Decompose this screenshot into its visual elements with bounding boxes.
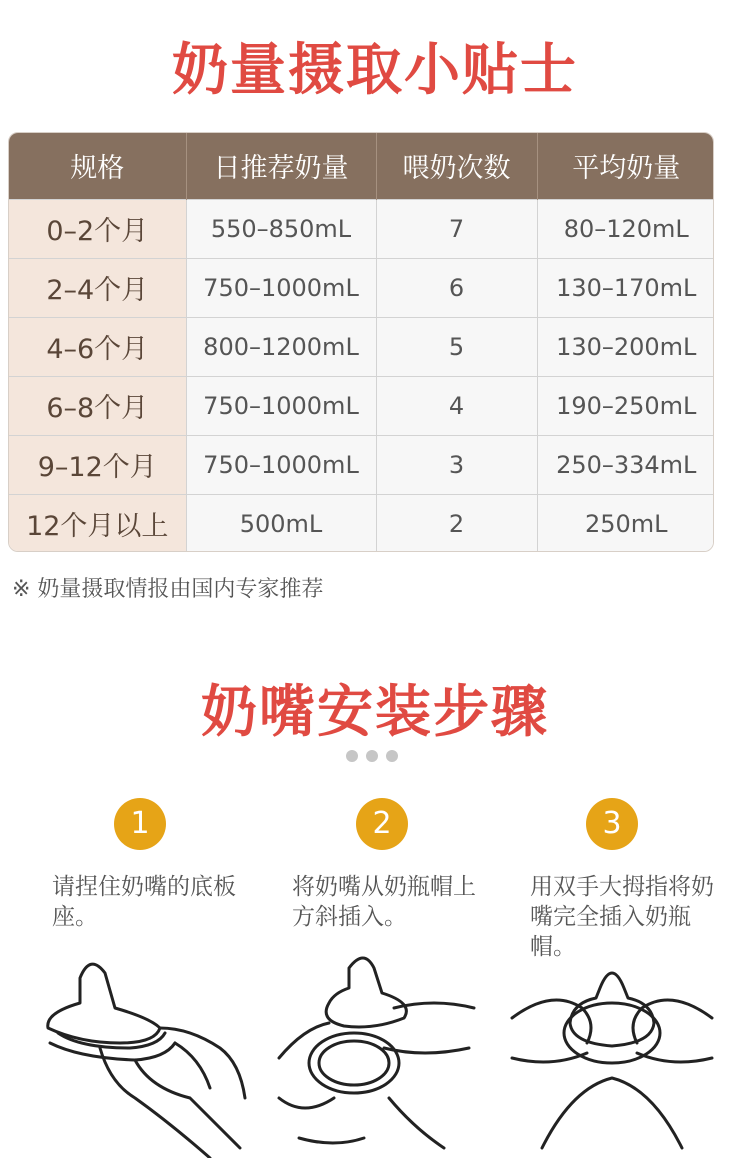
expert-note: ※ 奶量摄取情报由国内专家推荐: [12, 577, 324, 602]
cell-feed-count: 6: [376, 258, 537, 317]
step-number-badge: 2: [356, 798, 408, 850]
cell-average-amount: 130–170mL: [537, 258, 714, 317]
cell-feed-count: 7: [376, 199, 537, 258]
cell-average-amount: 130–200mL: [537, 317, 714, 376]
header-feed-count: 喂奶次数: [376, 133, 537, 199]
cell-feed-count: 4: [376, 376, 537, 435]
dot-icon: [366, 750, 378, 762]
install-title: 奶嘴安装步骤: [201, 680, 549, 745]
cell-daily-amount: 750–1000mL: [186, 376, 376, 435]
header-spec: 规格: [9, 133, 186, 199]
cell-feed-count: 2: [376, 494, 537, 552]
cell-feed-count: 5: [376, 317, 537, 376]
table-row: [9, 258, 714, 317]
cell-spec: 2–4个月: [9, 258, 186, 317]
cell-spec: 4–6个月: [9, 317, 186, 376]
step-number-badge: 1: [114, 798, 166, 850]
table-row: [9, 199, 714, 258]
dot-icon: [386, 750, 398, 762]
carousel-dots: [346, 750, 398, 762]
hand-pinching-nipple-icon: [40, 948, 250, 1158]
cell-average-amount: 190–250mL: [537, 376, 714, 435]
cell-spec: 0–2个月: [9, 199, 186, 258]
step-instruction: 请捏住奶嘴的底板座。: [52, 874, 236, 930]
intake-title: 奶量摄取小贴士: [172, 38, 578, 103]
cell-spec: 12个月以上: [9, 494, 186, 552]
cell-average-amount: 80–120mL: [537, 199, 714, 258]
thumbs-pushing-nipple-icon: [502, 948, 727, 1158]
cell-daily-amount: 500mL: [186, 494, 376, 552]
cell-daily-amount: 750–1000mL: [186, 258, 376, 317]
step-instruction: 用双手大拇指将奶嘴完全插入奶瓶帽。: [530, 874, 714, 960]
cell-daily-amount: 800–1200mL: [186, 317, 376, 376]
table-row: [9, 317, 714, 376]
cell-average-amount: 250–334mL: [537, 435, 714, 494]
header-average-amount: 平均奶量: [537, 133, 714, 199]
header-daily-amount: 日推荐奶量: [186, 133, 376, 199]
cell-feed-count: 3: [376, 435, 537, 494]
step-number-badge: 3: [586, 798, 638, 850]
table-row: [9, 494, 714, 552]
step-instruction: 将奶嘴从奶瓶帽上方斜插入。: [292, 874, 476, 930]
intake-table: [8, 132, 714, 552]
cell-average-amount: 250mL: [537, 494, 714, 552]
table-row: [9, 435, 714, 494]
dot-icon: [346, 750, 358, 762]
table-header-row: [9, 133, 714, 199]
cell-daily-amount: 550–850mL: [186, 199, 376, 258]
cell-daily-amount: 750–1000mL: [186, 435, 376, 494]
cell-spec: 6–8个月: [9, 376, 186, 435]
table-row: [9, 376, 714, 435]
cell-spec: 9–12个月: [9, 435, 186, 494]
hands-inserting-nipple-icon: [274, 948, 484, 1158]
